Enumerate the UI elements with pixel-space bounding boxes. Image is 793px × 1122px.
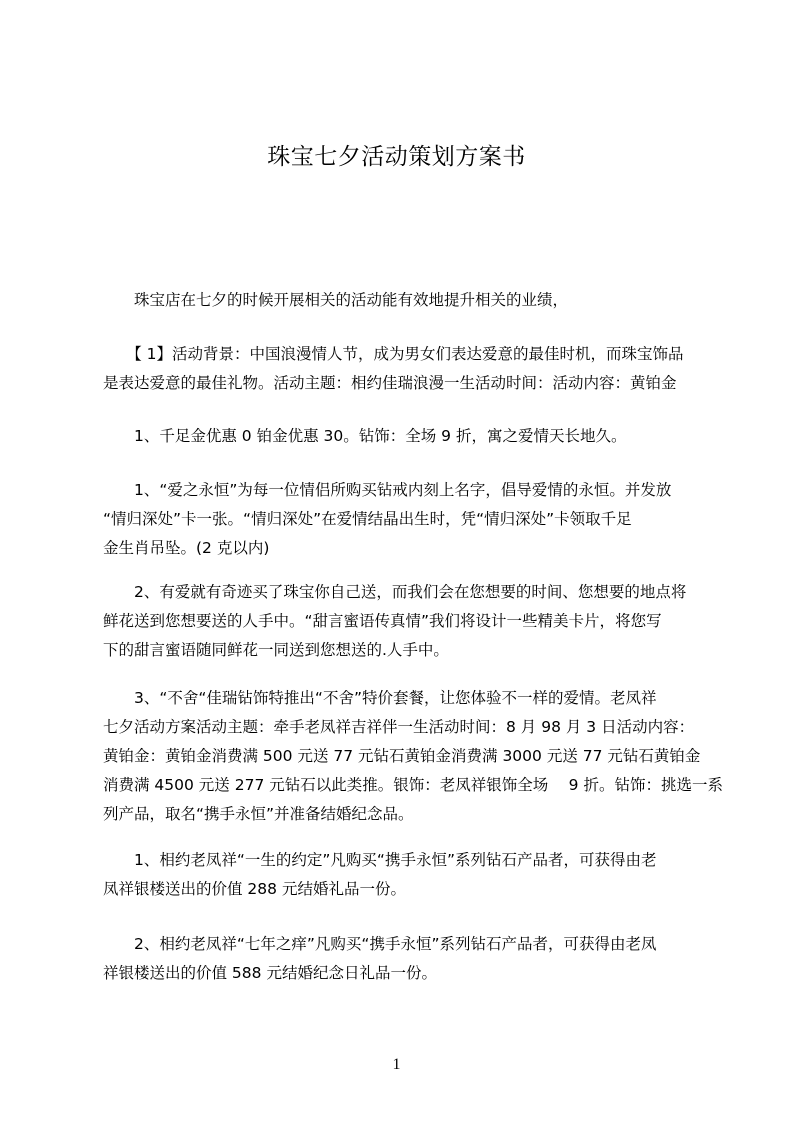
page-number: 1 — [392, 1056, 401, 1073]
paragraph-line: 【 1】活动背景：中国浪漫情人节，成为男女们表达爱意的最佳时机，而珠宝饰品 — [103, 345, 684, 363]
paragraph-line: 2、有爱就有奇迹买了珠宝你自己送，而我们会在您想要的时间、您想要的地点将 — [103, 583, 687, 601]
paragraph-line: 消费满 4500 元送 277 元钻石以此类推。银饰：老凤祥银饰全场 9 折。钻饰：挑选一系 — [103, 776, 723, 794]
paragraph-packages — [103, 684, 723, 829]
paragraph-line: 列产品，取名“携手永恒”并准备结婚纪念品。 — [103, 805, 414, 823]
paragraph-flowers — [103, 578, 703, 665]
paragraph-line: 下的甜言蜜语随同鲜花一同送到您想送的.人手中。 — [103, 641, 449, 659]
paragraph-line: 黄铂金：黄铂金消费满 500 元送 77 元钻石黄铂金消费满 3000 元送 77 元钻石黄铂金 — [103, 747, 701, 765]
paragraph-line: 1、相约老凤祥“一生的约定”凡购买“携手永恒”系列钻石产品者，可获得由老 — [103, 851, 657, 869]
paragraph-line: 凤祥银楼送出的价值 288 元结婚礼品一份。 — [103, 880, 406, 898]
document-title: 珠宝七夕活动策划方案书 — [267, 144, 526, 170]
paragraph-line: 珠宝店在七夕的时候开展相关的活动能有效地提升相关的业绩， — [103, 291, 569, 309]
paragraph-line: 2、相约老凤祥“七年之痒”凡购买“携手永恒”系列钻石产品者，可获得由老凤 — [103, 935, 657, 953]
paragraph-lifetime-promise — [103, 846, 703, 904]
paragraph-eternal-love — [103, 476, 703, 563]
paragraph-line: 1、“爱之永恒”为每一位情侣所购买钻戒内刻上名字，倡导爱情的永恒。并发放 — [103, 481, 672, 499]
paragraph-line: 鲜花送到您想要送的人手中。“甜言蜜语传真情”我们将设计一些精美卡片，将您写 — [103, 612, 662, 630]
paragraph-line: 1、千足金优惠 0 铂金优惠 30。钻饰：全场 9 折，寓之爱情天长地久。 — [103, 427, 627, 445]
paragraph-seven-year-itch — [103, 930, 703, 988]
paragraph-background — [103, 340, 703, 398]
paragraph-line: 七夕活动方案活动主题：牵手老凤祥吉祥伴一生活动时间：8 月 98 月 3 日活动内容： — [103, 718, 695, 736]
paragraph-offer-1 — [103, 422, 703, 451]
paragraph-line: “情归深处”卡一张。“情归深处”在爱情结晶出生时，凭“情归深处”卡领取千足 — [103, 510, 632, 528]
paragraph-line: 是表达爱意的最佳礼物。活动主题：相约佳瑞浪漫一生活动时间：活动内容：黄铂金 — [103, 374, 677, 392]
paragraph-line: 金生肖吊坠。(2 克以内) — [103, 539, 270, 557]
paragraph-line: 3、“不舍“佳瑞钻饰特推出“不舍”特价套餐，让您体验不一样的爱情。老凤祥 — [103, 689, 657, 707]
paragraph-intro — [103, 286, 703, 315]
paragraph-line: 祥银楼送出的价值 588 元结婚纪念日礼品一份。 — [103, 964, 437, 982]
